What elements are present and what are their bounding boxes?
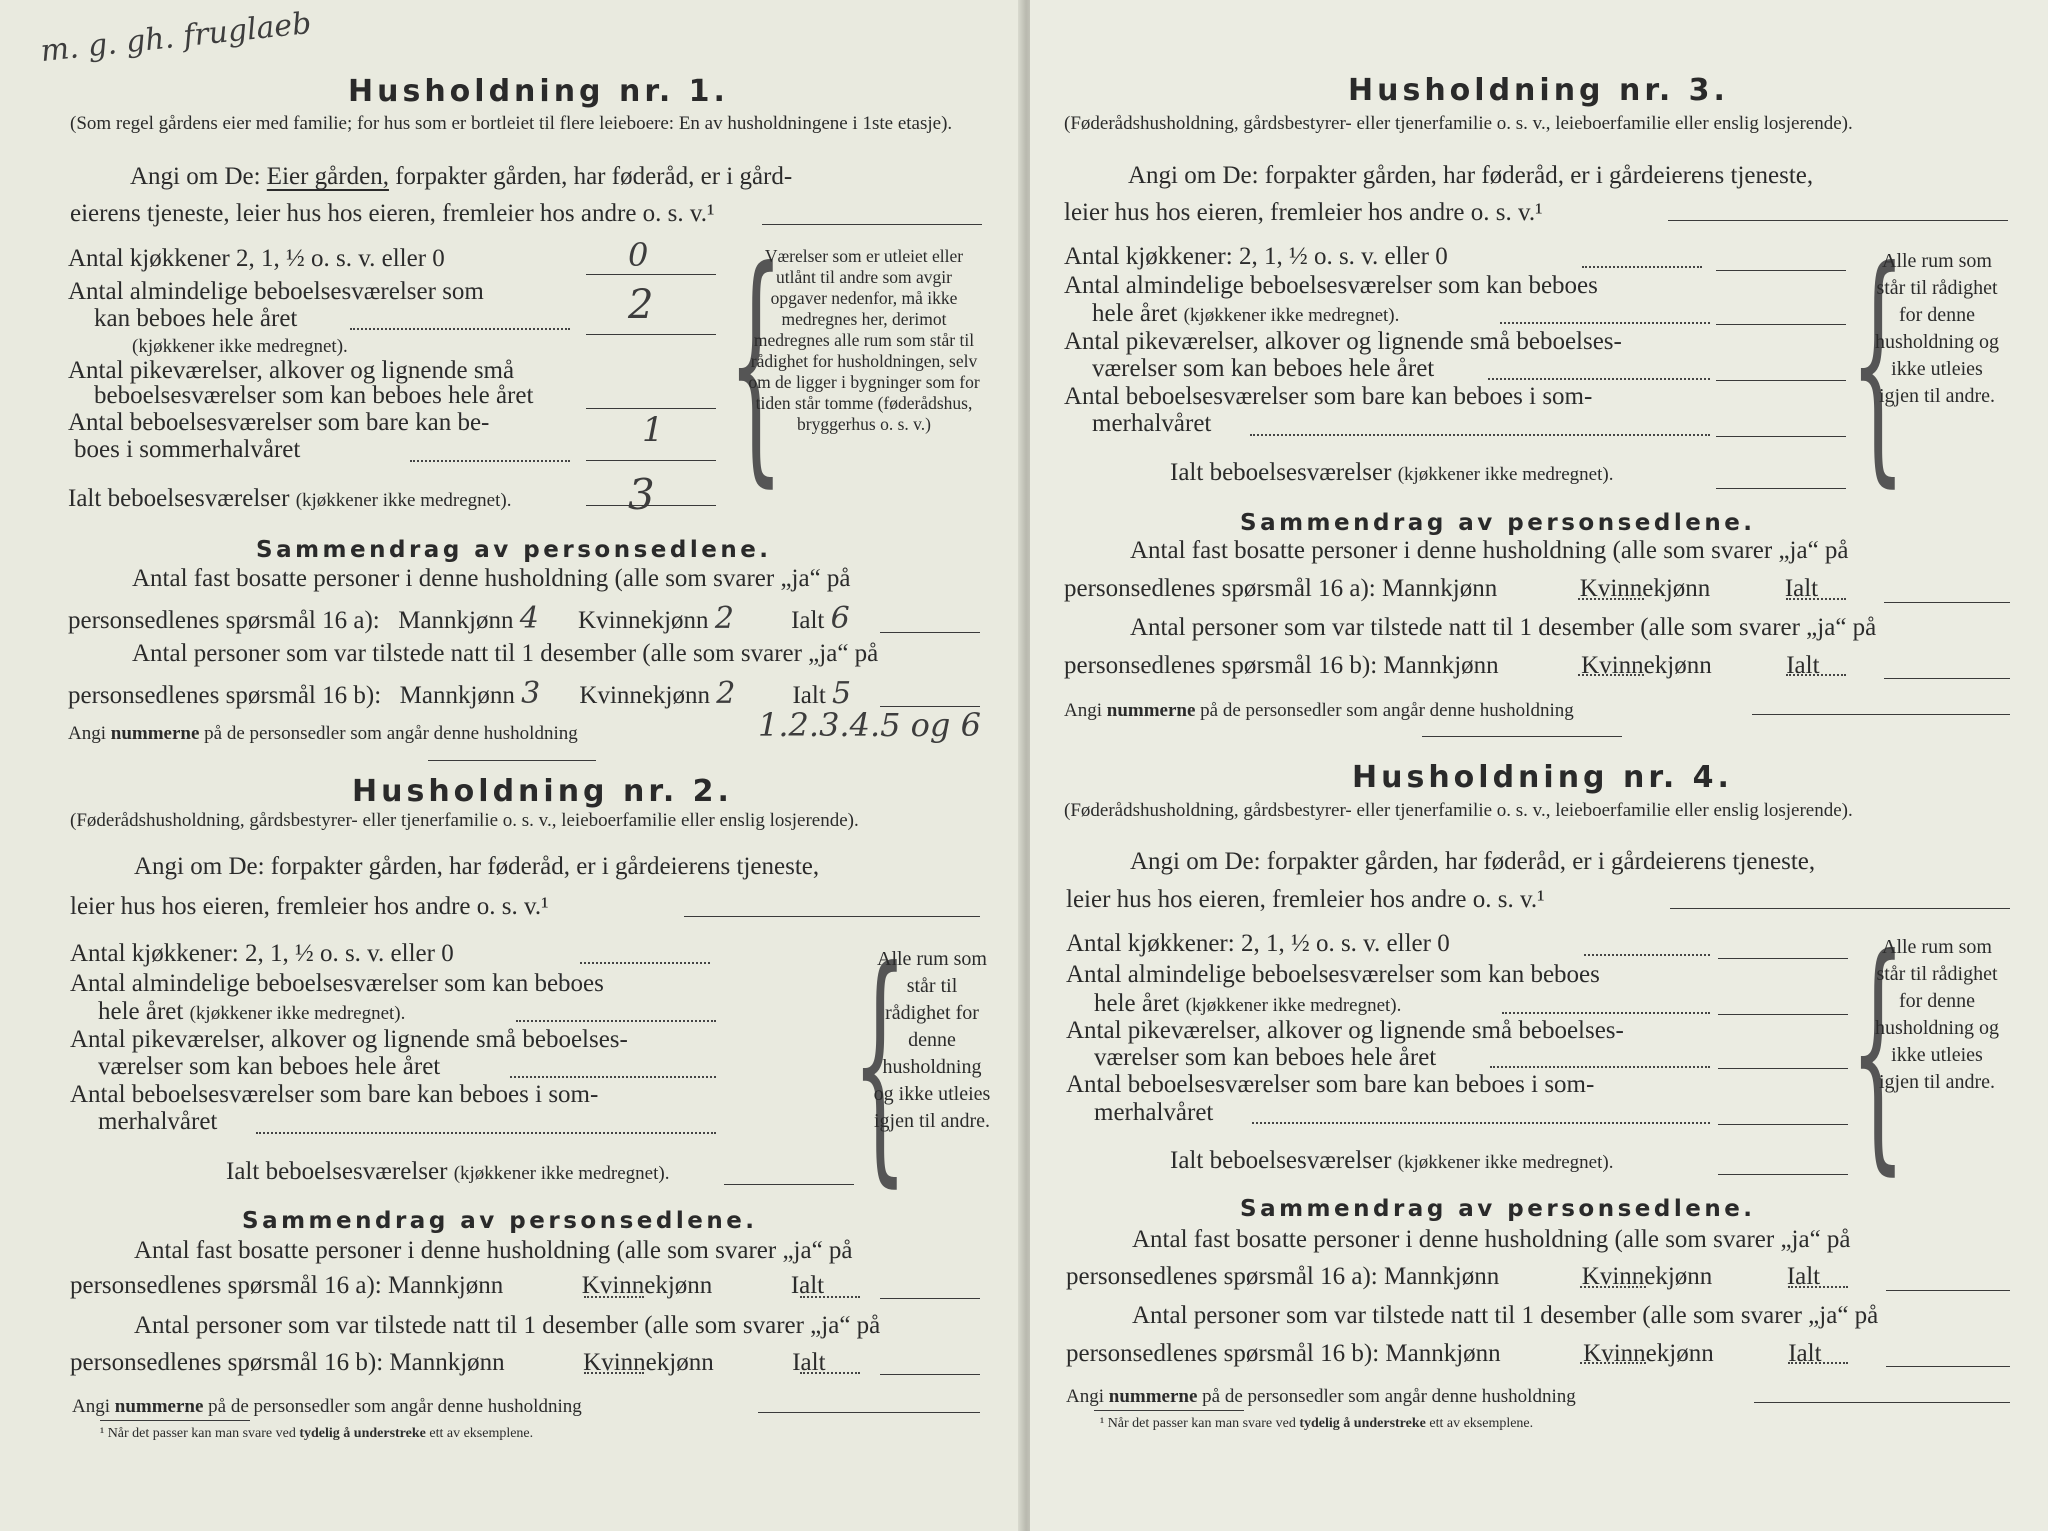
h1-b-female: 2 <box>716 676 736 711</box>
h4-angi-line1: Angi om De: forpakter gården, har føderåd, er i gårdeierens tjeneste, <box>1130 848 1816 875</box>
h1-q16b-row: personsedlenes spørsmål 16 b): Mannkjønn 3 Kvinnekjønn 2 Ialt 5 <box>68 676 852 711</box>
h1-a-male: 4 <box>519 601 539 636</box>
h4-row-total: Ialt beboelsesværelser (kjøkkener ikke medregnet). <box>1170 1147 1614 1174</box>
h4-summary-title: Sammendrag av personsedlene. <box>1240 1196 1756 1222</box>
h1-note: (Som regel gårdens eier med familie; for hus som er bortleiet til flere leieboere: En av husholdningene i 1ste etasje). <box>70 113 953 134</box>
h1-row-small-rooms: Antal pikeværelser, alkover og lignende små <box>68 357 515 384</box>
h2-row-kitchens: Antal kjøkkener: 2, 1, ½ o. s. v. eller 0 <box>70 940 454 967</box>
h3-row-small-rooms: Antal pikeværelser, alkover og lignende små beboelses- <box>1064 328 1622 355</box>
h4-row-small-rooms: Antal pikeværelser, alkover og lignende små beboelses- <box>1066 1017 1624 1044</box>
left-page: m. g. gh. fruglaeb Husholdning nr. 1. (Som regel gårdens eier med familie; for hus som er bortleiet til flere leieboere: En av husholdningene i 1ste etasje). Angi om De: Eier gården, forpakter gården, har føderåd, er i gård- eierens tjeneste, leier hus hos eieren, fremleier hos andre o. s. v.¹ Antal kjøkkener 2, 1, ½ o. s. v. eller 0 0 Antal almindelige beboelsesværelser som kan beboes hele året 2 (kjøkkener ikke medregnet). Antal pikeværelser, alkover og lignende små beboelsesværelser som kan beboes hele året Antal beboelsesværelser som bare kan be- boes i sommerhalvåret 1 Ialt beboelsesværelser (kjøkkener ikke medregnet). 3 { Værelser som er utleiet eller utlånt til andre som avgir opgaver nedenfor, må ikke medregnes her, derimot medregnes alle rum som står til rådighet for husholdningen, selv om de ligger i bygninger som for tiden står tomme (føderådshus, bryggerhus o. s. v.) Sammendrag av personsedlene. Antal fast bosatte personer i denne husholdning (alle som svarer „ja“ på personsedlenes spørsmål 16 a): Mannkjønn 4 Kvinnekjønn 2 Ialt 6 Antal personer som var tilstede natt til 1 desember (alle som svarer „ja“ på personsedlenes spørsmål 16 b): Mannkjønn 3 Kvinnekjønn 2 Ialt 5 Angi nummerne på de personsedler som angår denne husholdning 1.2.3.4.5 og 6 Husholdning nr. 2. (Føderådshusholdning, gårdsbestyrer- eller tjenerfamilie o. s. v., leieboerfamilie eller enslig losjerende). Angi om De: forpakter gården, har føderåd, er i gårdeierens tjeneste, leier hus hos eieren, fremleier hos andre o. s. v.¹ Antal kjøkkener: 2, 1, ½ o. s. v. eller 0 Antal almindelige beboelsesværelser som kan beboes hele året (kjøkkener ikke medregnet). Antal pikeværelser, alkover og lignende små beboelses- værelser som kan beboes hele året Antal beboelsesværelser som bare kan beboes i som- merhalvåret Ialt beboelsesværelser (kjøkkener ikke medregnet). { Alle rum som står til rådighet for denne husholdning og ikke utleies igjen til andre. Sammendrag av personsedlene. Antal fast bosatte personer i denne husholdning (alle som svarer „ja“ på personsedlenes spørsmål 16 a): Mannkjønn Kvinnekjønn Ialt Antal personer som var tilstede natt til 1 desember (alle som svarer „ja“ på personsedlenes spørsmål 16 b): Mannkjønn Kvinnekjønn Ialt Angi nummerne på de personsedler som angår denne husholdning ¹ Når det passer kan man svare ved tydelig å understreke ett av eksemplene. <box>0 0 1024 1531</box>
h3-note: (Føderådshusholdning, gårdsbestyrer- eller tjenerfamilie o. s. v., leieboerfamilie eller enslig losjerende). <box>1064 113 1853 134</box>
h2-title: Husholdning nr. 2. <box>352 774 733 809</box>
h1-underlined-answer: Eier gården, <box>266 163 389 190</box>
h2-row-summer: Antal beboelsesværelser som bare kan beboes i som- <box>70 1081 599 1108</box>
h2-summary-title: Sammendrag av personsedlene. <box>242 1208 758 1234</box>
h1-row-summer: Antal beboelsesværelser som bare kan be- <box>68 409 490 436</box>
h4-q16b-row: personsedlenes spørsmål 16 b): Mannkjønn Kvinnekjønn Ialt <box>1066 1340 1822 1367</box>
h1-a-total: 6 <box>830 601 850 636</box>
h1-nummerne-row: Angi nummerne på de personsedler som angår denne husholdning <box>68 723 578 744</box>
h1-summary-title: Sammendrag av personsedlene. <box>256 537 772 563</box>
right-page: Husholdning nr. 3. (Føderådshusholdning, gårdsbestyrer- eller tjenerfamilie o. s. v., leieboerfamilie eller enslig losjerende). Angi om De: forpakter gården, har føderåd, er i gårdeierens tjeneste, leier hus hos eieren, fremleier hos andre o. s. v.¹ Antal kjøkkener: 2, 1, ½ o. s. v. eller 0 Antal almindelige beboelsesværelser som kan beboes hele året (kjøkkener ikke medregnet). Antal pikeværelser, alkover og lignende små beboelses- værelser som kan beboes hele året Antal beboelsesværelser som bare kan beboes i som- merhalvåret Ialt beboelsesværelser (kjøkkener ikke medregnet). { Alle rum som står til rådighet for denne husholdning og ikke utleies igjen til andre. Sammendrag av personsedlene. Antal fast bosatte personer i denne husholdning (alle som svarer „ja“ på personsedlenes spørsmål 16 a): Mannkjønn Kvinnekjønn Ialt Antal personer som var tilstede natt til 1 desember (alle som svarer „ja“ på personsedlenes spørsmål 16 b): Mannkjønn Kvinnekjønn Ialt Angi nummerne på de personsedler som angår denne husholdning Husholdning nr. 4. (Føderådshusholdning, gårdsbestyrer- eller tjenerfamilie o. s. v., leieboerfamilie eller enslig losjerende). Angi om De: forpakter gården, har føderåd, er i gårdeierens tjeneste, leier hus hos eieren, fremleier hos andre o. s. v.¹ Antal kjøkkener: 2, 1, ½ o. s. v. eller 0 Antal almindelige beboelsesværelser som kan beboes hele året (kjøkkener ikke medregnet). Antal pikeværelser, alkover og lignende små beboelses- værelser som kan beboes hele året Antal beboelsesværelser som bare kan beboes i som- merhalvåret Ialt beboelsesværelser (kjøkkener ikke medregnet). { Alle rum som står til rådighet for denne husholdning og ikke utleies igjen til andre. Sammendrag av personsedlene. Antal fast bosatte personer i denne husholdning (alle som svarer „ja“ på personsedlenes spørsmål 16 a): Mannkjønn Kvinnekjønn Ialt Antal personer som var tilstede natt til 1 desember (alle som svarer „ja“ på personsedlenes spørsmål 16 b): Mannkjønn Kvinnekjønn Ialt Angi nummerne på de personsedler som angår denne husholdning ¹ Når det passer kan man svare ved tydelig å understreke ett av eksemplene. <box>1030 0 2048 1531</box>
left-footnote: ¹ Når det passer kan man svare ved tydelig å understreke ett av eksemplene. <box>100 1426 534 1441</box>
h2-note: (Føderådshusholdning, gårdsbestyrer- eller tjenerfamilie o. s. v., leieboerfamilie eller enslig losjerende). <box>70 810 859 831</box>
h1-title: Husholdning nr. 1. <box>348 74 729 109</box>
h1-a-female: 2 <box>714 601 734 636</box>
h3-row-kitchens: Antal kjøkkener: 2, 1, ½ o. s. v. eller 0 <box>1064 243 1448 270</box>
h4-q16a-row: personsedlenes spørsmål 16 a): Mannkjønn Kvinnekjønn Ialt <box>1066 1263 1821 1290</box>
h1-value-summer: 1 <box>642 410 664 450</box>
h1-side-note: Værelser som er utleiet eller utlånt til andre som avgir opgaver nedenfor, må ikke medregnes her, derimot medregnes alle rum som står til rådighet for husholdningen, selv om de ligger i bygninger som for tiden står tomme (føderådshus, bryggerhus o. s. v.) <box>748 246 980 434</box>
h3-row-summer: Antal beboelsesværelser som bare kan beboes i som- <box>1064 383 1593 410</box>
h1-row-rooms: Antal almindelige beboelsesværelser som <box>68 278 484 305</box>
h2-row-total: Ialt beboelsesværelser (kjøkkener ikke medregnet). <box>226 1158 670 1185</box>
h2-angi-line2: leier hus hos eieren, fremleier hos andre o. s. v.¹ <box>70 893 549 920</box>
h2-q16b-row: personsedlenes spørsmål 16 b): Mannkjønn Kvinnekjønn Ialt <box>70 1349 826 1376</box>
h3-q16b-row: personsedlenes spørsmål 16 b): Mannkjønn Kvinnekjønn Ialt <box>1064 652 1820 679</box>
h1-row-kitchens: Antal kjøkkener 2, 1, ½ o. s. v. eller 0 <box>68 245 445 272</box>
h3-angi-line2: leier hus hos eieren, fremleier hos andre o. s. v.¹ <box>1064 199 1543 226</box>
h1-value-rooms: 2 <box>628 282 654 328</box>
h4-side-note: Alle rum som står til rådighet for denne husholdning og ikke utleies igjen til andre. <box>1875 936 1999 1093</box>
h3-summary-title: Sammendrag av personsedlene. <box>1240 510 1756 536</box>
h4-row-summer: Antal beboelsesværelser som bare kan beboes i som- <box>1066 1071 1595 1098</box>
h1-q16a-row: personsedlenes spørsmål 16 a): Mannkjønn 4 Kvinnekjønn 2 Ialt 6 <box>68 601 850 636</box>
h2-nummerne-row: Angi nummerne på de personsedler som angår denne husholdning <box>72 1396 582 1417</box>
h1-nummerne-value: 1.2.3.4.5 og 6 <box>758 706 981 744</box>
h2-row-small-rooms: Antal pikeværelser, alkover og lignende små beboelses- <box>70 1026 628 1053</box>
h4-angi-line2: leier hus hos eieren, fremleier hos andre o. s. v.¹ <box>1066 886 1545 913</box>
h2-brace: { <box>852 917 908 1208</box>
h4-nummerne-row: Angi nummerne på de personsedler som angår denne husholdning <box>1066 1386 1576 1407</box>
h2-q16a-row: personsedlenes spørsmål 16 a): Mannkjønn Kvinnekjønn Ialt <box>70 1272 825 1299</box>
h4-title: Husholdning nr. 4. <box>1352 760 1733 795</box>
h1-value-total: 3 <box>628 470 655 519</box>
h3-brace: { <box>1850 217 1906 508</box>
h4-note: (Føderådshusholdning, gårdsbestyrer- eller tjenerfamilie o. s. v., leieboerfamilie eller enslig losjerende). <box>1064 800 1853 821</box>
h2-row-rooms: Antal almindelige beboelsesværelser som kan beboes <box>70 970 604 997</box>
h1-b-male: 3 <box>521 676 541 711</box>
h4-brace: { <box>1850 905 1906 1196</box>
h1-brace: { <box>728 217 784 508</box>
h1-angi-line1: Angi om De: Eier gården, forpakter gården, har føderåd, er i gård- <box>130 163 793 190</box>
h1-b-total: 5 <box>832 676 852 711</box>
h2-side-note: Alle rum som står til rådighet for denne husholdning og ikke utleies igjen til andre. <box>873 948 991 1132</box>
h4-row-rooms: Antal almindelige beboelsesværelser som kan beboes <box>1066 961 1600 988</box>
h1-value-kitchens: 0 <box>628 236 649 274</box>
h3-side-note: Alle rum som står til rådighet for denne husholdning og ikke utleies igjen til andre. <box>1875 250 1999 407</box>
h3-row-total: Ialt beboelsesværelser (kjøkkener ikke medregnet). <box>1170 459 1614 486</box>
h3-nummerne-row: Angi nummerne på de personsedler som angår denne husholdning <box>1064 700 1574 721</box>
h3-title: Husholdning nr. 3. <box>1348 73 1729 108</box>
h2-angi-line1: Angi om De: forpakter gården, har føderåd, er i gårdeierens tjeneste, <box>134 853 820 880</box>
h1-row-total: Ialt beboelsesværelser (kjøkkener ikke medregnet). <box>68 485 512 512</box>
h3-row-rooms: Antal almindelige beboelsesværelser som kan beboes <box>1064 272 1598 299</box>
handwritten-annotation: m. g. gh. fruglaeb <box>38 5 313 70</box>
h3-angi-line1: Angi om De: forpakter gården, har føderåd, er i gårdeierens tjeneste, <box>1128 162 1814 189</box>
h1-angi-line2: eierens tjeneste, leier hus hos eieren, fremleier hos andre o. s. v.¹ <box>70 200 715 227</box>
right-footnote: ¹ Når det passer kan man svare ved tydelig å understreke ett av eksemplene. <box>1100 1416 1534 1431</box>
h4-row-kitchens: Antal kjøkkener: 2, 1, ½ o. s. v. eller 0 <box>1066 930 1450 957</box>
h3-q16a-row: personsedlenes spørsmål 16 a): Mannkjønn Kvinnekjønn Ialt <box>1064 575 1819 602</box>
